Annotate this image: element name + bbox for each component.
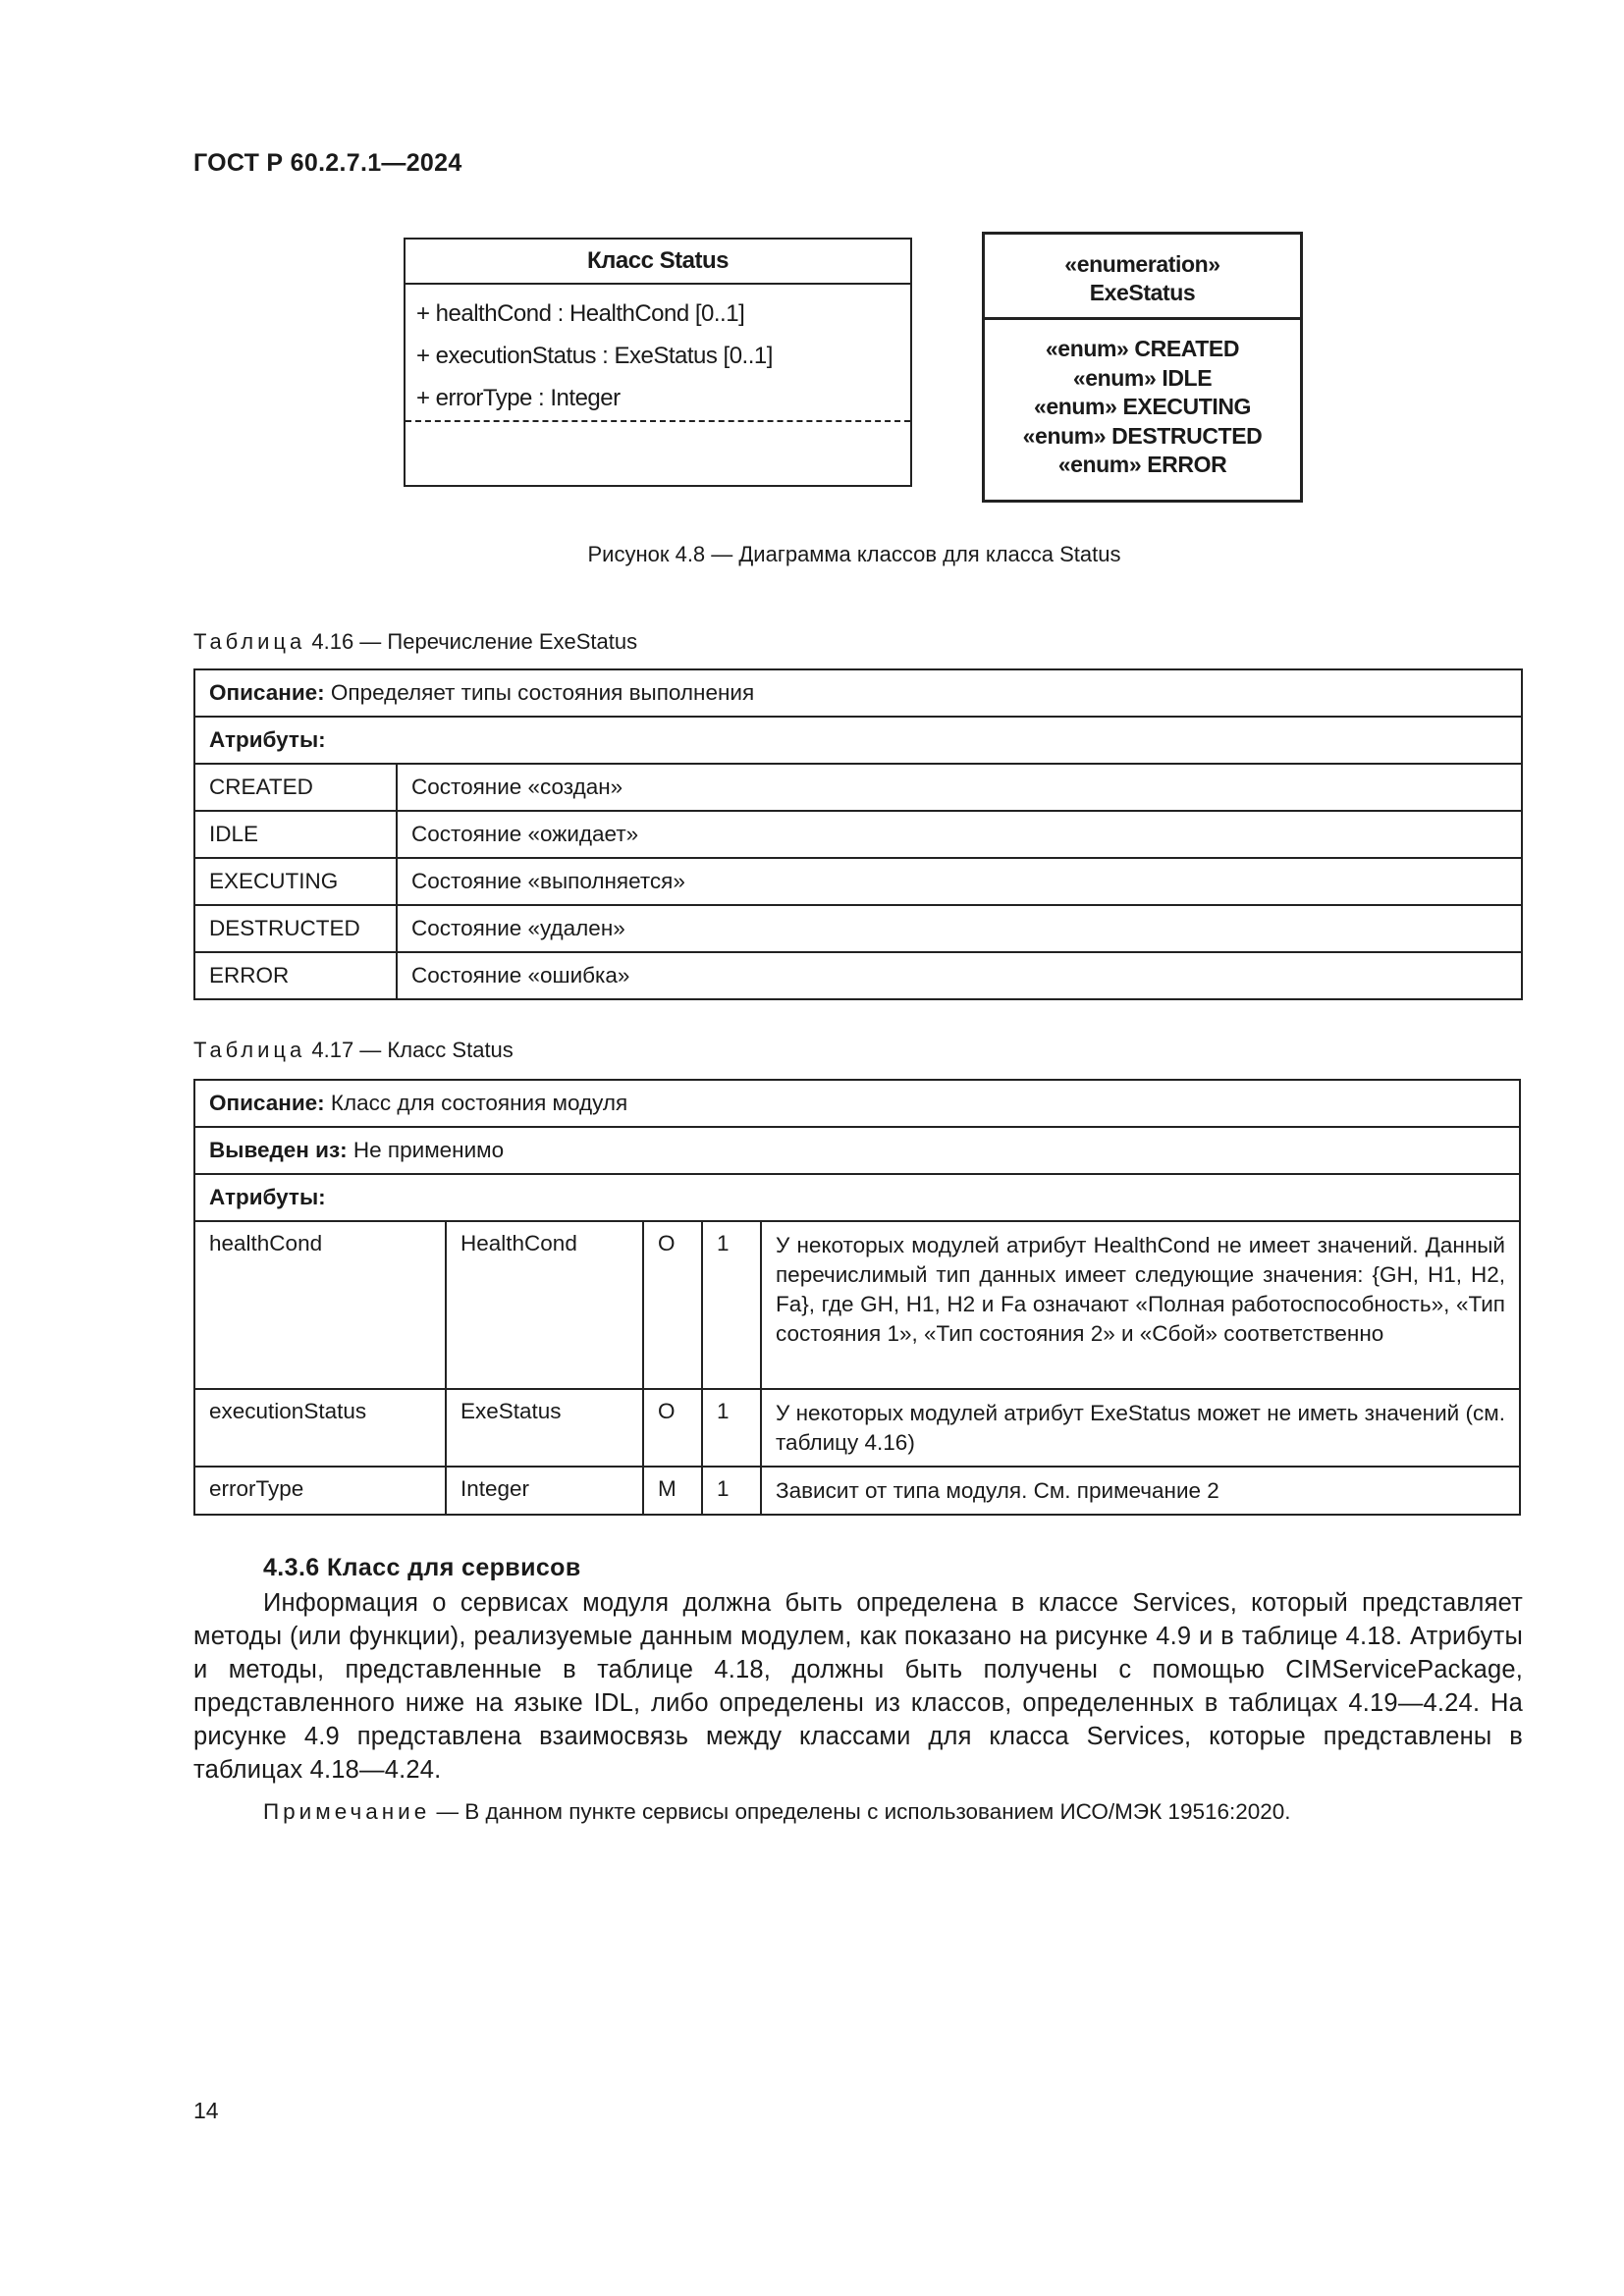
attr-req-cell: O: [643, 1221, 702, 1389]
table-4-16: [193, 668, 1523, 1000]
description-label: Описание:: [209, 1091, 325, 1115]
description-value: Определяет типы состояния выполнения: [324, 680, 755, 705]
document-code: ГОСТ Р 60.2.7.1—2024: [193, 149, 462, 177]
uml-enum-exestatus-box: [982, 232, 1303, 503]
enum-meaning-cell: Состояние «удален»: [397, 905, 1522, 952]
figure-caption: Рисунок 4.8 — Диаграмма классов для класса Status: [587, 542, 1121, 566]
attr-name-cell: healthCond: [194, 1221, 446, 1389]
attr-mult-cell: 1: [702, 1467, 761, 1515]
table-description-cell: [194, 1080, 1520, 1127]
derived-label: Выведен из:: [209, 1138, 348, 1162]
uml-dashed-divider: [406, 420, 910, 422]
uml-enum-header: [985, 235, 1300, 320]
table-row: [194, 1467, 1520, 1515]
enum-name-cell: DESTRUCTED: [194, 905, 397, 952]
attr-desc-cell: Зависит от типа модуля. См. примечание 2: [761, 1467, 1520, 1515]
table-row: [194, 764, 1522, 811]
enum-meaning-cell: Состояние «ошибка»: [397, 952, 1522, 999]
table-row: [194, 952, 1522, 999]
note: [263, 1799, 1291, 1825]
enum-name-cell: EXECUTING: [194, 858, 397, 905]
section-heading: 4.3.6 Класс для сервисов: [263, 1554, 581, 1581]
enum-meaning-cell: Состояние «ожидает»: [397, 811, 1522, 858]
uml-attribute: + healthCond : HealthCond [0..1]: [416, 300, 745, 327]
table-caption-4-17: [193, 1038, 514, 1063]
enum-name-cell: IDLE: [194, 811, 397, 858]
table-row: [194, 905, 1522, 952]
note-prefix: Примечание: [263, 1799, 431, 1824]
description-label: Описание:: [209, 680, 325, 705]
table-row: [194, 811, 1522, 858]
uml-enum-value: «enum» DESTRUCTED: [1022, 422, 1263, 449]
attr-type-cell: HealthCond: [446, 1221, 643, 1389]
enum-name-cell: ERROR: [194, 952, 397, 999]
table-row: [194, 858, 1522, 905]
uml-class-attributes: [406, 285, 910, 421]
attributes-label: Атрибуты:: [194, 1174, 1520, 1221]
uml-enum-name: ExeStatus: [1089, 280, 1196, 305]
attr-mult-cell: 1: [702, 1389, 761, 1467]
note-text: — В данном пункте сервисы определены с использованием ИСО/МЭК 19516:2020.: [430, 1799, 1291, 1824]
section-paragraph: Информация о сервисах модуля должна быть определена в классе Services, который представляет методы (или функции), реализуемые данным модулем, как показано на рисунке 4.9 и в таблице 4.18. Атрибуты и методы, представленные в таблице 4.18, должны быть получены с помощью CIMServicePackage, представленного ниже на языке IDL, либо определены из классов, определенных в таблицах 4.19—4.24. На рисунке 4.9 представлена взаимосвязь между классами для класса Services, которые представлены в таблицах 4.18—4.24.: [193, 1589, 1523, 1784]
page-number: 14: [193, 2098, 219, 2123]
enum-meaning-cell: Состояние «создан»: [397, 764, 1522, 811]
uml-enum-value: «enum» IDLE: [1072, 364, 1213, 391]
enum-name-cell: CREATED: [194, 764, 397, 811]
attr-mult-cell: 1: [702, 1221, 761, 1389]
table-caption-4-16: [193, 629, 637, 655]
uml-attribute: + errorType : Integer: [416, 385, 621, 411]
uml-attribute: + executionStatus : ExeStatus [0..1]: [416, 343, 773, 369]
table-caption-title: 4.17 — Класс Status: [305, 1038, 514, 1062]
table-caption-prefix: Таблица: [193, 629, 306, 654]
attr-type-cell: Integer: [446, 1467, 643, 1515]
uml-enum-value: «enum» CREATED: [1045, 336, 1240, 361]
table-row: [194, 1389, 1520, 1467]
enum-meaning-cell: Состояние «выполняется»: [397, 858, 1522, 905]
uml-enum-values: [985, 320, 1300, 480]
attr-type-cell: ExeStatus: [446, 1389, 643, 1467]
attr-name-cell: errorType: [194, 1467, 446, 1515]
uml-class-title: Класс Status: [406, 240, 910, 285]
description-value: Класс для состояния модуля: [324, 1091, 628, 1115]
attr-desc-cell: У некоторых модулей атрибут HealthCond не имеет значений. Данный перечислимый тип данных имеет следующие значения: {GH, H1, H2, Fa}, где GH, H1, H2 и Fa означают «Полная работоспособность», «Тип состояния 1», «Тип состояния 2» и «Сбой» соответственно: [761, 1221, 1520, 1389]
attr-req-cell: M: [643, 1467, 702, 1515]
table-caption-prefix: Таблица: [193, 1038, 306, 1062]
derived-value: Не применимо: [347, 1138, 505, 1162]
uml-class-status-box: [404, 238, 912, 487]
table-4-17: [193, 1079, 1521, 1516]
table-description-cell: [194, 669, 1522, 717]
table-caption-title: 4.16 — Перечисление ExeStatus: [305, 629, 638, 654]
attributes-label: Атрибуты:: [194, 717, 1522, 764]
table-derived-cell: [194, 1127, 1520, 1174]
uml-enum-stereotype: «enumeration»: [1064, 251, 1220, 277]
attr-name-cell: executionStatus: [194, 1389, 446, 1467]
attr-desc-cell: У некоторых модулей атрибут ExeStatus может не иметь значений (см. таблицу 4.16): [761, 1389, 1520, 1467]
uml-enum-value: «enum» ERROR: [1057, 452, 1227, 477]
uml-enum-value: «enum» EXECUTING: [1033, 394, 1252, 419]
attr-req-cell: O: [643, 1389, 702, 1467]
table-row: [194, 1221, 1520, 1389]
